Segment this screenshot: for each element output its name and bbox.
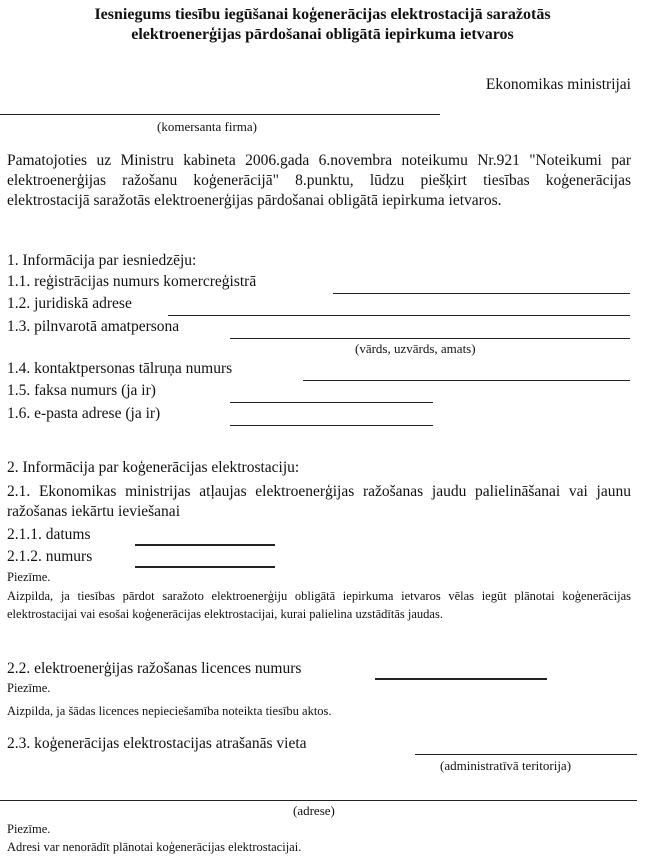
note-2-text: Aizpilda, ja šādas licences nepieciešamība noteikta tiesību aktos. — [7, 704, 332, 718]
license-number-label: 2.2. elektroenerģijas ražošanas licences numurs — [7, 660, 302, 677]
fax-label: 1.5. faksa numurs (ja ir) — [7, 382, 156, 399]
firm-name-field[interactable] — [0, 114, 440, 115]
legal-address-field[interactable] — [168, 315, 630, 316]
site-address-field[interactable] — [0, 800, 637, 801]
email-field[interactable] — [230, 425, 433, 426]
note-3-text: Adresi var nenorādīt plānotai koģenerācijas elektrostacijai. — [7, 840, 302, 854]
reg-number-field[interactable] — [333, 293, 630, 294]
license-number-field[interactable] — [375, 678, 547, 680]
address-caption: (adrese) — [293, 803, 335, 818]
note-1-label: Piezīme. — [7, 570, 51, 584]
official-caption: (vārds, uzvārds, amats) — [355, 341, 476, 356]
phone-label: 1.4. kontaktpersonas tālruņa numurs — [7, 360, 233, 377]
document-title-line-1: Iesniegums tiesību iegūšanai koģenerācijas elektrostacijā saražotās — [94, 6, 551, 23]
permit-date-label: 2.1.1. datums — [7, 526, 91, 543]
document-title-line-2: elektroenerģijas pārdošanai obligātā iepirkuma ietvaros — [131, 26, 514, 43]
permit-label: 2.1. Ekonomikas ministrijas atļaujas elektroenerģijas ražošanas jaudu palielināšanai vai jaunu ražošanas iekārtu ieviešanai — [7, 483, 631, 520]
section-2-heading: 2. Informācija par koģenerācijas elektrostaciju: — [7, 459, 300, 476]
email-label: 1.6. e-pasta adrese (ja ir) — [7, 405, 161, 422]
fax-field[interactable] — [230, 402, 433, 403]
note-3-label: Piezīme. — [7, 822, 51, 836]
legal-address-label: 1.2. juridiskā adrese — [7, 295, 132, 312]
firm-caption: (komersanta firma) — [157, 119, 257, 134]
location-label: 2.3. koģenerācijas elektrostacijas atrašanās vieta — [7, 735, 307, 752]
permit-number-label: 2.1.2. numurs — [7, 548, 93, 565]
territory-field[interactable] — [415, 754, 637, 755]
permit-number-field[interactable] — [135, 566, 275, 568]
addressee: Ekonomikas ministrijai — [485, 76, 631, 93]
note-1-text: Aizpilda, ja tiesības pārdot saražoto elektroenerģiju obligātā iepirkuma ietvaros vēlas iegūt plānotai koģenerācijas elektrostacijai vai esošai koģenerācijas elektrostacijai, kurai palielina uzstādītās jaudas. — [7, 589, 631, 621]
permit-date-field[interactable] — [135, 544, 275, 546]
phone-field[interactable] — [303, 380, 630, 381]
official-field[interactable] — [230, 338, 630, 339]
reg-number-label: 1.1. reģistrācijas numurs komercreģistrā — [7, 273, 257, 290]
intro-paragraph: Pamatojoties uz Ministru kabineta 2006.gada 6.novembra noteikumu Nr.921 "Noteikumi par elektroenerģijas ražošanu koģenerācijā" 8.punktu, lūdzu piešķirt tiesības koģenerācijas elektrostacijā saražotās elektroenerģijas pārdošanai obligātā iepirkuma ietvaros. — [7, 152, 631, 209]
note-2-label: Piezīme. — [7, 681, 51, 695]
territory-caption: (administratīvā teritorija) — [440, 758, 572, 773]
official-label: 1.3. pilnvarotā amatpersona — [7, 318, 180, 335]
section-1-heading: 1. Informācija par iesniedzēju: — [7, 252, 197, 269]
